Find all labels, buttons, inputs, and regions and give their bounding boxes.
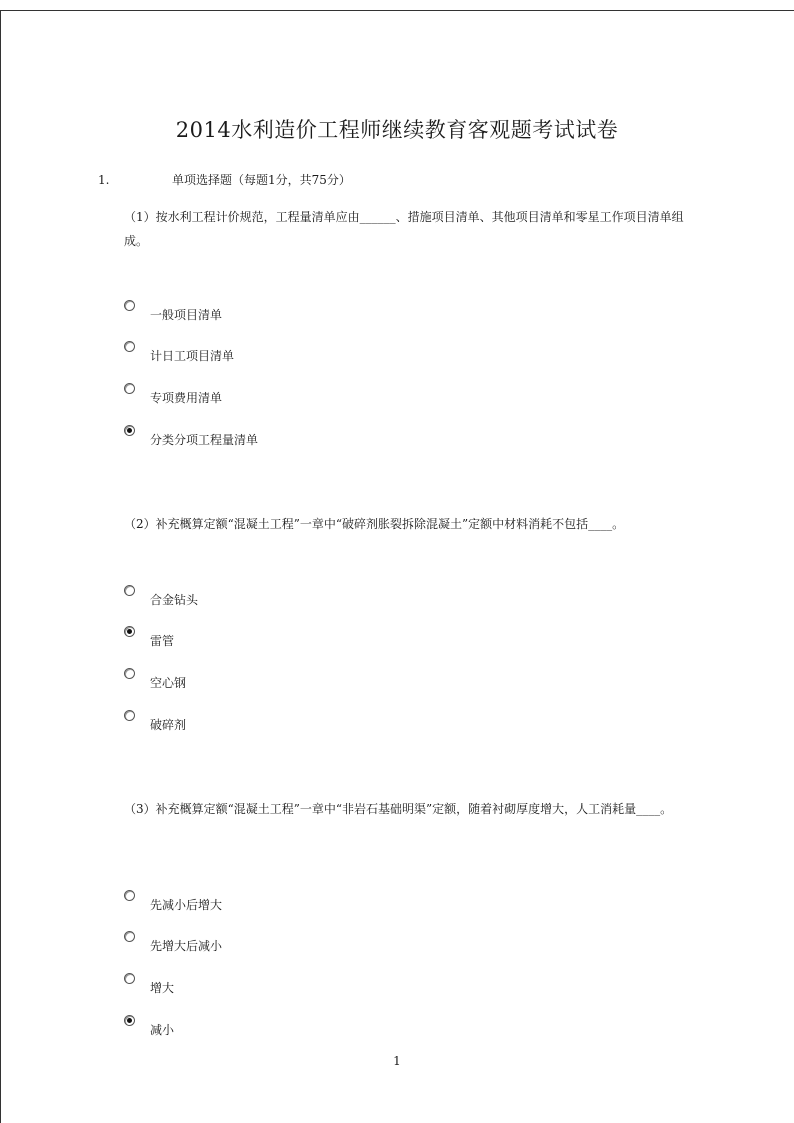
- q3-option-d-radio[interactable]: [124, 1015, 135, 1026]
- q2-option-a-label: 合金钻头: [150, 593, 199, 607]
- q3-option-d-label: 减小: [150, 1023, 175, 1037]
- question-3-text: （3）补充概算定额“混凝土工程”一章中“非岩石基础明渠”定额，随着衬砌厚度增大，人工消耗量____。: [124, 802, 673, 816]
- q3-option-c[interactable]: [124, 973, 424, 997]
- q1-option-d-radio[interactable]: [124, 425, 135, 436]
- question-2-text: （2）补充概算定额“混凝土工程”一章中“破碎剂胀裂拆除混凝土”定额中材料消耗不包括____。: [124, 517, 625, 531]
- page-title: 2014水利造价工程师继续教育客观题考试试卷: [175, 118, 619, 142]
- q1-option-c-label: 专项费用清单: [150, 391, 223, 405]
- section-label: 单项选择题（每题1分，共75分）: [172, 173, 351, 187]
- q2-option-c-radio[interactable]: [124, 668, 135, 679]
- page-border-left: [0, 10, 1, 1123]
- q2-option-d-radio[interactable]: [124, 710, 135, 721]
- question-1-text: （1）按水利工程计价规范，工程量清单应由______、措施项目清单、其他项目清单和零星工作项目清单组成。: [124, 210, 684, 248]
- q1-option-a-radio[interactable]: [124, 300, 135, 311]
- q2-option-d[interactable]: [124, 710, 424, 734]
- q1-option-a-label: 一般项目清单: [150, 308, 223, 322]
- section-number: 1.: [98, 173, 110, 187]
- q1-option-b-radio[interactable]: [124, 341, 135, 352]
- q1-option-d-label: 分类分项工程量清单: [150, 433, 259, 447]
- q3-option-c-label: 增大: [150, 981, 175, 995]
- q3-option-b[interactable]: [124, 931, 424, 955]
- q3-option-a-radio[interactable]: [124, 890, 135, 901]
- q2-option-b-radio[interactable]: [124, 626, 135, 637]
- q2-option-a-radio[interactable]: [124, 585, 135, 596]
- q3-option-c-radio[interactable]: [124, 973, 135, 984]
- q1-option-d[interactable]: [124, 425, 424, 449]
- q1-option-c[interactable]: [124, 383, 424, 407]
- q2-option-c-label: 空心钢: [150, 676, 187, 690]
- q1-option-b[interactable]: [124, 341, 424, 365]
- q3-option-b-radio[interactable]: [124, 931, 135, 942]
- q2-option-b-label: 雷管: [150, 634, 175, 648]
- q1-option-c-radio[interactable]: [124, 383, 135, 394]
- q2-option-c[interactable]: [124, 668, 424, 692]
- page-number: 1: [393, 1054, 401, 1068]
- q3-option-a-label: 先减小后增大: [150, 898, 223, 912]
- q3-option-a[interactable]: [124, 890, 424, 914]
- q3-option-d[interactable]: [124, 1015, 424, 1039]
- q1-option-b-label: 计日工项目清单: [150, 349, 235, 363]
- q3-option-b-label: 先增大后减小: [150, 939, 223, 953]
- q2-option-b[interactable]: [124, 626, 424, 650]
- q2-option-d-label: 破碎剂: [150, 718, 187, 732]
- q2-option-a[interactable]: [124, 585, 424, 609]
- page-border-top: [0, 10, 794, 11]
- q1-option-a[interactable]: [124, 300, 424, 324]
